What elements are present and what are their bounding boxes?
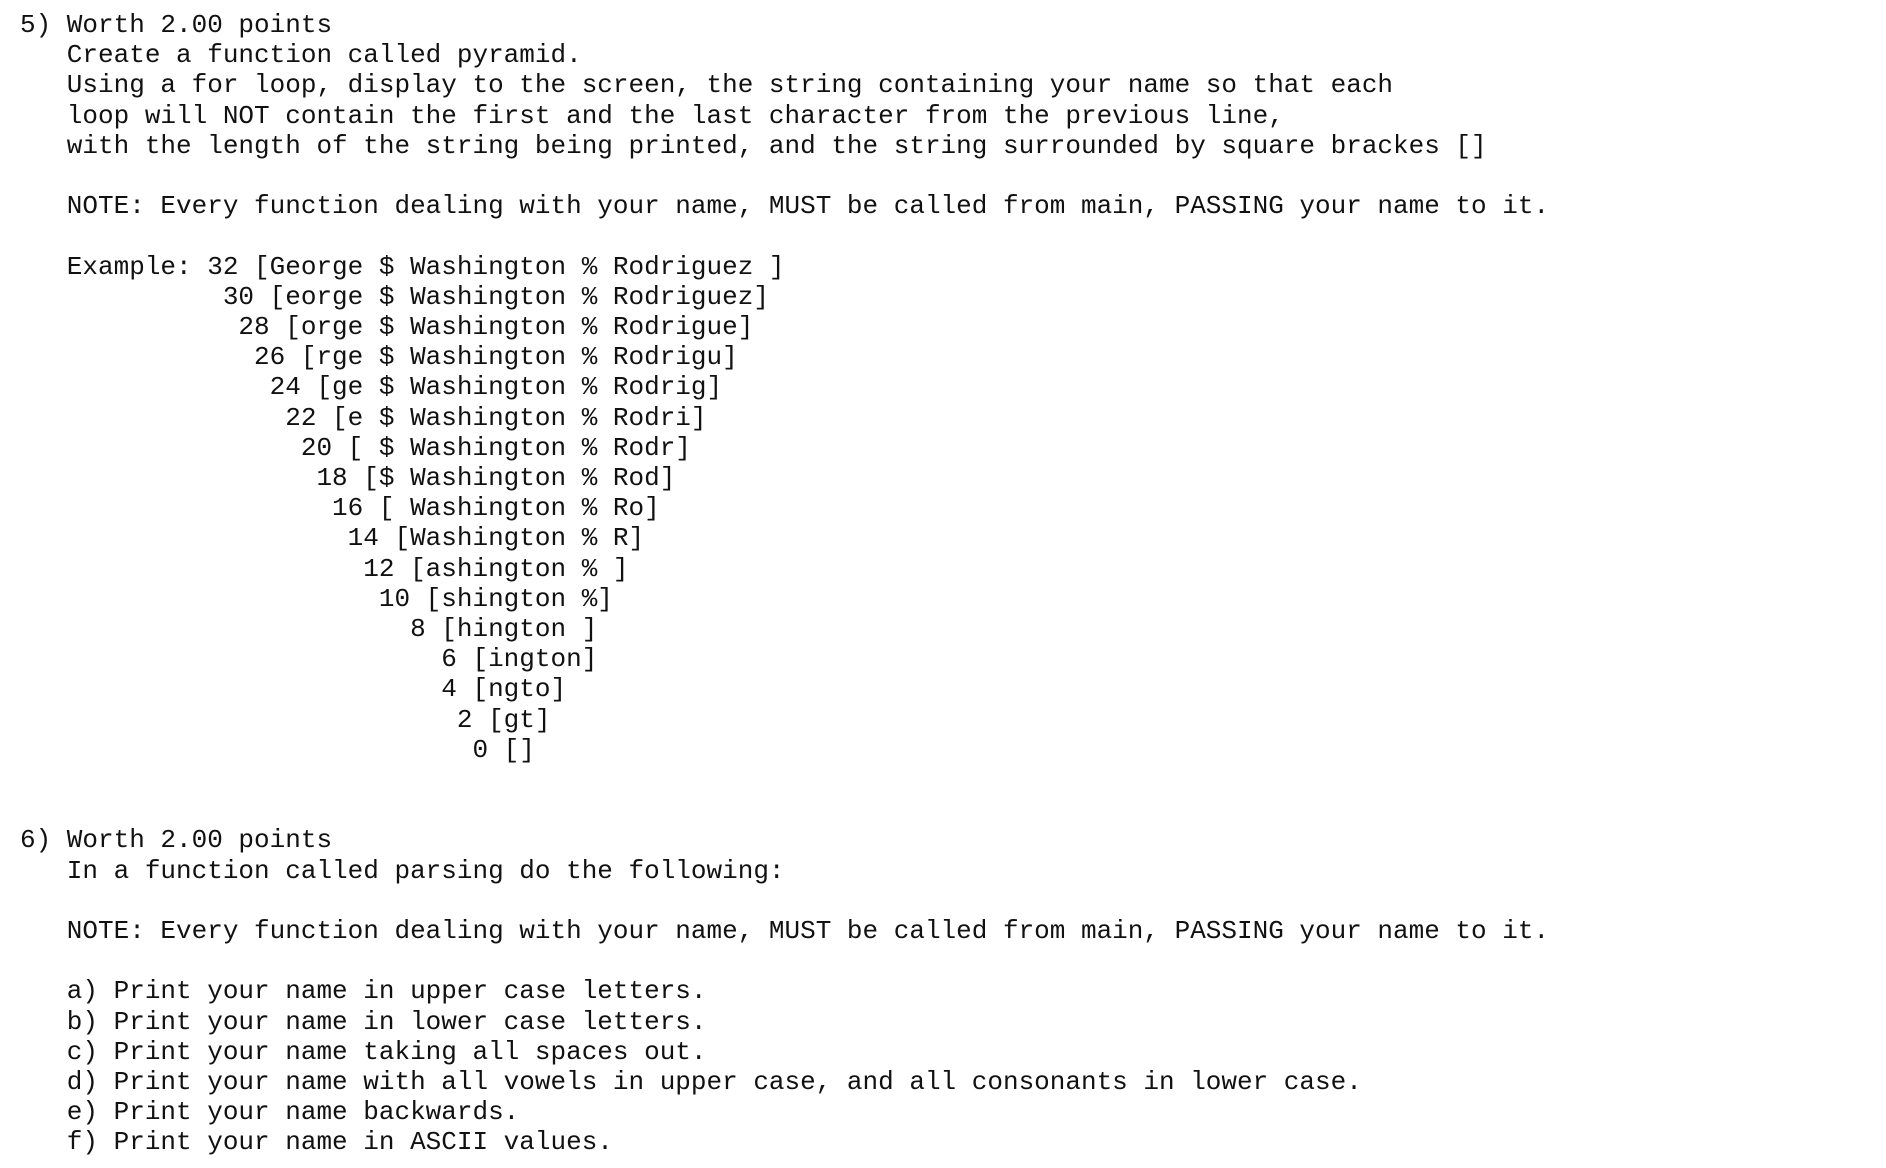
- document-line: [20, 946, 1549, 976]
- document-line: [20, 765, 1549, 795]
- document-line: d) Print your name with all vowels in upper case, and all consonants in lower case.: [20, 1067, 1362, 1098]
- document-line: 18 [$ Washington % Rod]: [20, 463, 676, 494]
- document-line: 22 [e $ Washington % Rodri]: [20, 402, 707, 433]
- document-line: NOTE: Every function dealing with your name, MUST be called from main, PASSING your name to it.: [20, 916, 1550, 947]
- document-line: 6) Worth 2.00 points: [20, 825, 333, 856]
- document-line: 14 [Washington % R]: [20, 523, 645, 554]
- document-line: [20, 795, 1549, 825]
- document-line: with the length of the string being printed, and the string surrounded by square brackes []: [20, 130, 1487, 161]
- document-line: Create a function called pyramid.: [20, 40, 582, 71]
- document-line: 2 [gt]: [20, 704, 551, 735]
- document-line: 10 [shington %]: [20, 583, 613, 614]
- document-line: [20, 161, 1549, 191]
- document-line: c) Print your name taking all spaces out.: [20, 1036, 707, 1067]
- document-line: e) Print your name backwards.: [20, 1097, 520, 1128]
- document-line: 26 [rge $ Washington % Rodrigu]: [20, 342, 738, 373]
- document-line: 6 [ington]: [20, 644, 598, 675]
- document-line: f) Print your name in ASCII values.: [20, 1127, 613, 1158]
- document-line: 20 [ $ Washington % Rodr]: [20, 432, 691, 463]
- document-line: [20, 886, 1549, 916]
- document-line: 30 [eorge $ Washington % Rodriguez]: [20, 281, 769, 312]
- document-line: a) Print your name in upper case letters.: [20, 976, 707, 1007]
- document-line: [20, 221, 1549, 251]
- document-line: In a function called parsing do the following:: [20, 855, 785, 886]
- document-line: 24 [ge $ Washington % Rodrig]: [20, 372, 723, 403]
- document-line: 12 [ashington % ]: [20, 553, 629, 584]
- document-line: 0 []: [20, 734, 535, 765]
- document-line: loop will NOT contain the first and the last character from the previous line,: [20, 100, 1284, 131]
- assignment-document: [20, 10, 1549, 1158]
- document-line: b) Print your name in lower case letters.: [20, 1006, 707, 1037]
- document-line: 28 [orge $ Washington % Rodrigue]: [20, 312, 754, 342]
- document-line: 4 [ngto]: [20, 674, 567, 705]
- document-line: Example: 32 [George $ Washington % Rodriguez ]: [20, 251, 785, 282]
- document-line: 8 [hington ]: [20, 614, 598, 645]
- document-line: NOTE: Every function dealing with your name, MUST be called from main, PASSING your name to it.: [20, 191, 1550, 222]
- document-line: 5) Worth 2.00 points: [20, 10, 333, 40]
- document-line: 16 [ Washington % Ro]: [20, 493, 660, 524]
- document-line: Using a for loop, display to the screen, the string containing your name so that each: [20, 70, 1394, 101]
